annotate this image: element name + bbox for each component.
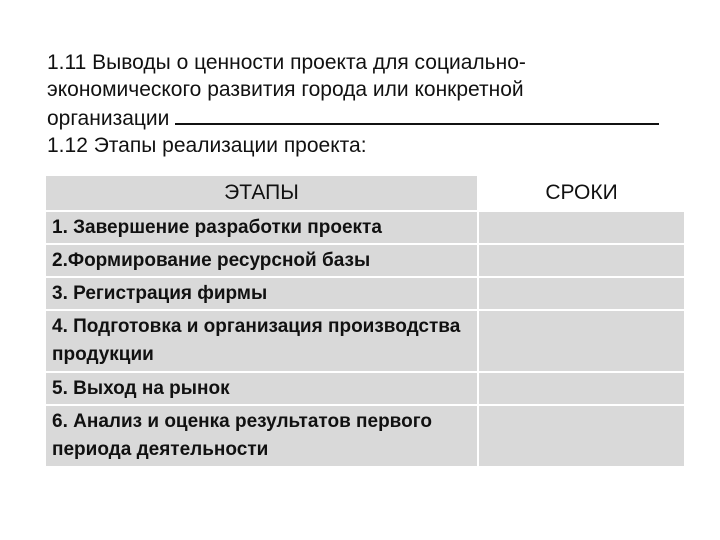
deadline-cell (478, 244, 685, 277)
stage-cell: 4. Подготовка и организация производства продукции (45, 310, 478, 372)
table-row (45, 244, 685, 277)
organization-label: организации (47, 107, 170, 130)
table-row (45, 405, 685, 467)
deadline-cell (478, 277, 685, 310)
deadline-cell (478, 372, 685, 405)
stage-cell: 1. Завершение разработки проекта (45, 211, 478, 244)
table-header-row (45, 175, 685, 211)
deadline-cell (478, 405, 685, 467)
intro-line-3 (47, 103, 697, 132)
intro-line-1: 1.11 Выводы о ценности проекта для социально- (47, 51, 526, 74)
stages-table (44, 174, 686, 468)
stages-column-header: ЭТАПЫ (45, 175, 478, 211)
deadline-cell (478, 211, 685, 244)
stage-cell: 5. Выход на рынок (45, 372, 478, 405)
fill-in-blank-line (175, 103, 659, 125)
stage-cell: 6. Анализ и оценка результатов первого периода деятельности (45, 405, 478, 467)
stage-cell: 2.Формирование ресурсной базы (45, 244, 478, 277)
table-row (45, 211, 685, 244)
intro-text (47, 49, 697, 159)
deadline-cell (478, 310, 685, 372)
table-row (45, 310, 685, 372)
intro-line-4: 1.12 Этапы реализации проекта: (47, 134, 367, 157)
table-row (45, 277, 685, 310)
stage-cell: 3. Регистрация фирмы (45, 277, 478, 310)
intro-line-2: экономического развития города или конкретной (47, 78, 524, 101)
table-row (45, 372, 685, 405)
deadlines-column-header: СРОКИ (478, 175, 685, 211)
